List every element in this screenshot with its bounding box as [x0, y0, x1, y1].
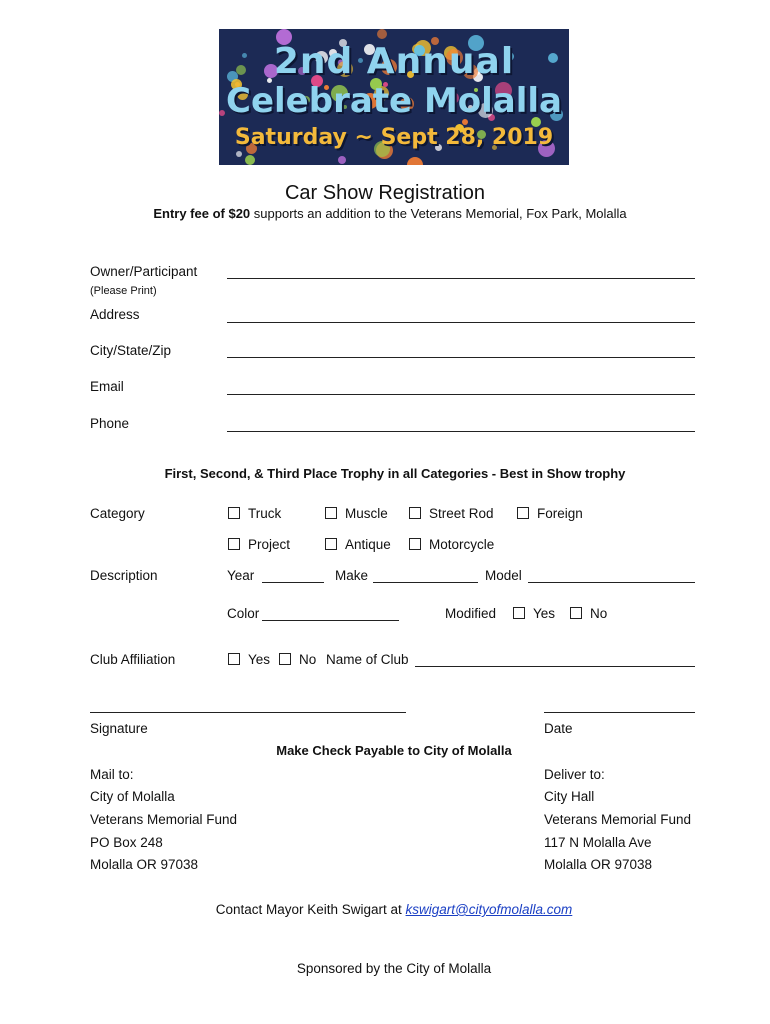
confetti-dot [338, 156, 346, 164]
year-field[interactable] [262, 582, 324, 583]
confetti-dot [407, 157, 423, 165]
date-label: Date [544, 721, 573, 736]
deliver-line: Molalla OR 97038 [544, 857, 653, 872]
year-label: Year [227, 568, 255, 583]
deliver-line: 117 N Molalla Ave [544, 835, 652, 850]
email-field[interactable] [227, 394, 695, 395]
email-label: Email [90, 379, 124, 394]
city-label: City/State/Zip [90, 343, 172, 358]
modified-yes[interactable]: Yes [513, 606, 555, 622]
description-label: Description [90, 568, 158, 583]
contact-line [0, 902, 770, 918]
contact-text: Contact Mayor Keith Swigart at [215, 902, 406, 917]
checkbox-icon[interactable] [228, 653, 240, 665]
banner-line1: 2nd Annual [273, 41, 515, 82]
mail-line: Molalla OR 97038 [90, 857, 199, 872]
mail-line: Mail to: [90, 767, 134, 782]
signature-label: Signature [90, 721, 148, 736]
subtitle [0, 206, 770, 221]
checkbox-icon[interactable] [228, 507, 240, 519]
deliver-line: Veterans Memorial Fund [544, 812, 692, 827]
page-title: Car Show Registration [284, 182, 486, 204]
mail-line: Veterans Memorial Fund [90, 812, 238, 827]
date-field[interactable] [544, 712, 695, 713]
category-motorcycle[interactable]: Motorcycle [409, 537, 494, 553]
check-payable: Make Check Payable to City of Molalla [276, 743, 512, 758]
checkbox-icon[interactable] [228, 538, 240, 550]
modified-label: Modified [445, 606, 497, 621]
phone-label: Phone [90, 416, 130, 431]
entry-fee: Entry fee of $20 [153, 206, 251, 221]
club-name-field[interactable] [415, 666, 695, 667]
subtitle-rest: supports an addition to the Veterans Memorial, Fox Park, Molalla [250, 206, 627, 221]
signature-field[interactable] [90, 712, 406, 713]
make-label: Make [335, 568, 369, 583]
banner-line2: Celebrate Molalla [226, 81, 562, 121]
club-no[interactable]: No [279, 652, 316, 668]
sponsor-note: Sponsored by the City of Molalla [296, 961, 492, 976]
modified-no[interactable]: No [570, 606, 607, 622]
checkbox-icon[interactable] [409, 538, 421, 550]
checkbox-icon[interactable] [325, 538, 337, 550]
checkbox-icon[interactable] [279, 653, 291, 665]
owner-field[interactable] [227, 278, 695, 279]
deliver-line: Deliver to: [544, 767, 605, 782]
category-label: Category [90, 506, 145, 521]
category-muscle[interactable]: Muscle [325, 506, 388, 522]
make-field[interactable] [373, 582, 478, 583]
phone-field[interactable] [227, 431, 695, 432]
checkbox-icon[interactable] [513, 607, 525, 619]
mail-line: PO Box 248 [90, 835, 163, 850]
confetti-dot [236, 151, 242, 157]
event-banner [219, 29, 569, 165]
checkbox-icon[interactable] [409, 507, 421, 519]
trophy-note: First, Second, & Third Place Trophy in all Categories - Best in Show trophy [164, 466, 626, 481]
club-yes[interactable]: Yes [228, 652, 270, 668]
address-field[interactable] [227, 322, 695, 323]
category-antique[interactable]: Antique [325, 537, 391, 553]
category-project[interactable]: Project [228, 537, 290, 553]
deliver-line: City Hall [544, 789, 595, 804]
category-street-rod[interactable]: Street Rod [409, 506, 494, 522]
confetti-dot [245, 155, 255, 165]
category-truck[interactable]: Truck [228, 506, 281, 522]
mail-line: City of Molalla [90, 789, 175, 804]
owner-label: Owner/Participant [90, 264, 198, 279]
checkbox-icon[interactable] [570, 607, 582, 619]
banner-line3: Saturday ~ Sept 28, 2019 [234, 125, 554, 150]
checkbox-icon[interactable] [325, 507, 337, 519]
address-label: Address [90, 307, 140, 322]
model-field[interactable] [528, 582, 695, 583]
category-foreign[interactable]: Foreign [517, 506, 583, 522]
confetti-dot [377, 29, 387, 39]
color-field[interactable] [262, 620, 399, 621]
color-label: Color [227, 606, 260, 621]
club-name-label: Name of Club [326, 652, 409, 667]
owner-note: (Please Print) [90, 285, 157, 297]
contact-email-link[interactable]: kswigart@cityofmolalla.com [405, 902, 573, 917]
checkbox-icon[interactable] [517, 507, 529, 519]
model-label: Model [485, 568, 522, 583]
city-field[interactable] [227, 357, 695, 358]
club-label: Club Affiliation [90, 652, 176, 667]
